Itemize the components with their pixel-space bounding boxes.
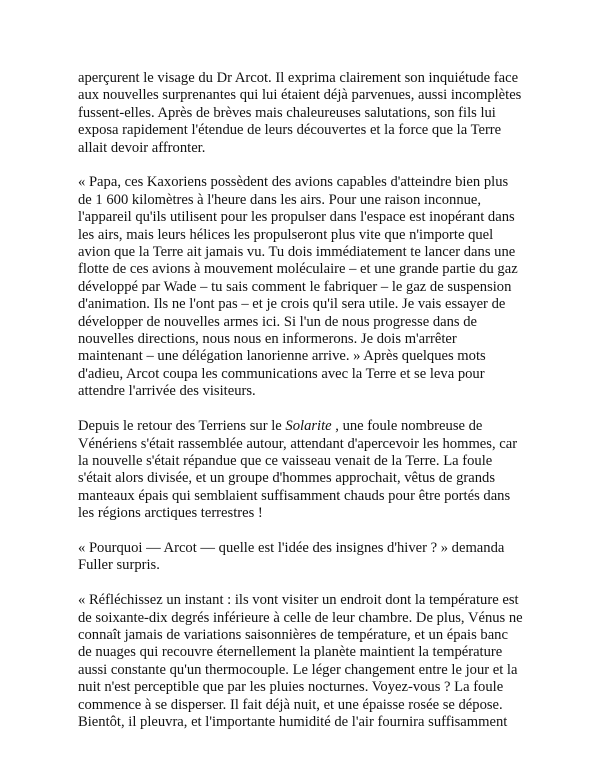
- text-line: maintenant – une délégation lanorienne arrive. » Après quelques mots: [78, 348, 486, 365]
- text-line: « Pourquoi — Arcot — quelle est l'idée des insignes d'hiver ? » demanda: [78, 539, 505, 556]
- text-line: « Papa, ces Kaxoriens possèdent des avions capables d'atteindre bien plus: [78, 174, 509, 191]
- paragraph-1: [78, 70, 543, 157]
- ship-name: Solarite: [285, 418, 332, 435]
- text-line: Vénériens s'était rassemblée autour, attendant d'apercevoir les hommes, car: [78, 435, 518, 452]
- text-line: de 1 600 kilomètres à l'heure dans les airs. Pour une raison inconnue,: [78, 191, 482, 208]
- paragraph-2: [78, 174, 543, 400]
- text-line: d'adieu, Arcot coupa les communications avec la Terre et se leva pour: [78, 365, 485, 382]
- text-line: aussi constante qu'un thermocouple. Le léger changement entre le jour et la: [78, 661, 518, 678]
- paragraph-3: [78, 418, 543, 522]
- text-line: manteaux épais qui semblaient suffisamment chauds pour être portés dans: [78, 487, 511, 504]
- text-line: exposa rapidement l'étendue de leurs découvertes et la force que la Terre: [78, 122, 502, 139]
- text-line-end: , une foule nombreuse de: [331, 418, 483, 435]
- paragraph-5: [78, 592, 543, 731]
- text-line: d'animation. Ils ne l'ont pas – et je crois qu'il sera utile. Je vais essayer de: [78, 296, 506, 313]
- text-line: fussent-elles. Après de brèves mais chaleureuses salutations, son fils lui: [78, 104, 496, 121]
- text-line: Bientôt, il pleuvra, et l'importante humidité de l'air fournira suffisamment: [78, 713, 508, 730]
- text-line-start: Depuis le retour des Terriens sur le: [78, 418, 286, 435]
- text-line: connaît jamais de variations saisonnières de température, et un épais banc: [78, 626, 508, 643]
- text-line: flotte de ces avions à mouvement moléculaire – et une grande partie du gaz: [78, 261, 518, 278]
- text-line: attendre l'arrivée des visiteurs.: [78, 383, 256, 400]
- paragraph-4: [78, 540, 543, 575]
- text-line: de nuages qui recouvre éternellement la planète maintient la température: [78, 644, 503, 661]
- text-line: avion que la Terre ait jamais vu. Tu dois immédiatement te lancer dans une: [78, 244, 516, 261]
- text-line: aperçurent le visage du Dr Arcot. Il exprima clairement son inquiétude face: [78, 70, 519, 86]
- text-line: développé par Wade – tu sais comment le fabriquer – le gaz de suspension: [78, 278, 512, 295]
- text-line: nuit n'est perceptible que par les pluies nocturnes. Voyez-vous ? La foule: [78, 679, 504, 696]
- text-line: les airs, mais leurs hélices les propulseront plus vite que n'importe quel: [78, 226, 494, 243]
- text-line: allait devoir affronter.: [78, 139, 206, 156]
- document-page: [78, 70, 543, 731]
- text-line: développer de nouvelles armes ici. Si l'un de nous progresse dans de: [78, 313, 477, 330]
- text-line: l'appareil qu'ils utilisent pour les propulser dans l'espace est inopérant dans: [78, 209, 515, 226]
- text-line: commence à se disperser. Il fait déjà nuit, et une épaisse rosée se dépose.: [78, 696, 503, 713]
- text-line: aux nouvelles surprenantes qui lui étaient déjà parvenues, aussi incomplètes: [78, 87, 522, 104]
- text-line: la nouvelle s'était répandue que ce vaisseau venait de la Terre. La foule: [78, 452, 493, 469]
- text-line: « Réfléchissez un instant : ils vont visiter un endroit dont la température est: [78, 592, 519, 609]
- text-line: les régions arctiques terrestres !: [78, 505, 263, 522]
- text-line: Fuller surpris.: [78, 557, 160, 574]
- text-line: nouvelles directions, nous nous en informerons. Je dois m'arrêter: [78, 331, 457, 348]
- text-line: s'était alors divisée, et un groupe d'hommes approchait, vêtus de grands: [78, 470, 496, 487]
- text-line: de soixante-dix degrés inférieure à celle de leur chambre. De plus, Vénus ne: [78, 609, 523, 626]
